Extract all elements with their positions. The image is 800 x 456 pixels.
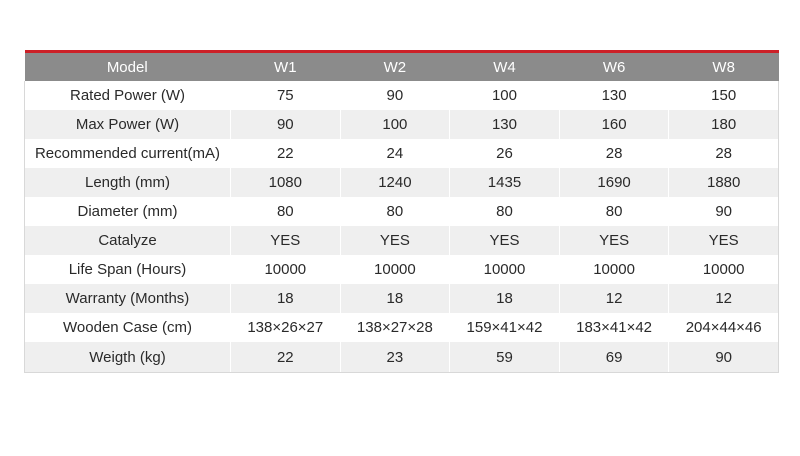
table-cell: 18	[231, 284, 341, 313]
row-label: Length (mm)	[25, 168, 231, 197]
table-row	[25, 284, 779, 313]
table-cell: 10000	[559, 255, 669, 284]
table-cell: 12	[559, 284, 669, 313]
table-cell: 23	[340, 342, 450, 373]
table-cell: 130	[450, 110, 560, 139]
table-row	[25, 168, 779, 197]
table-cell: 69	[559, 342, 669, 373]
table-cell: 138×27×28	[340, 313, 450, 342]
row-label: Diameter (mm)	[25, 197, 231, 226]
table-cell: 10000	[669, 255, 779, 284]
table-cell: 204×44×46	[669, 313, 779, 342]
table-row	[25, 197, 779, 226]
table-cell: 22	[231, 139, 341, 168]
table-row	[25, 226, 779, 255]
table-cell: 100	[340, 110, 450, 139]
row-label: Warranty (Months)	[25, 284, 231, 313]
table-row	[25, 255, 779, 284]
table-row	[25, 110, 779, 139]
table-cell: 80	[340, 197, 450, 226]
table-cell: 130	[559, 81, 669, 110]
table-cell: 10000	[340, 255, 450, 284]
table-cell: YES	[450, 226, 560, 255]
row-label: Wooden Case (cm)	[25, 313, 231, 342]
table-cell: 150	[669, 81, 779, 110]
table-cell: YES	[231, 226, 341, 255]
table-cell: 80	[450, 197, 560, 226]
table-cell: 1080	[231, 168, 341, 197]
table-cell: 18	[340, 284, 450, 313]
table-header-row	[25, 52, 779, 82]
header-cell-w6: W6	[559, 52, 669, 82]
table-cell: 90	[340, 81, 450, 110]
table-cell: 90	[231, 110, 341, 139]
table-cell: 12	[669, 284, 779, 313]
header-cell-model: Model	[25, 52, 231, 82]
table-row	[25, 313, 779, 342]
table-cell: 90	[669, 342, 779, 373]
table-cell: 28	[559, 139, 669, 168]
table-row	[25, 139, 779, 168]
table-cell: 75	[231, 81, 341, 110]
row-label: Catalyze	[25, 226, 231, 255]
table-cell: 22	[231, 342, 341, 373]
row-label: Weigth (kg)	[25, 342, 231, 373]
table-cell: 18	[450, 284, 560, 313]
row-label: Recommended current(mA)	[25, 139, 231, 168]
table-cell: 160	[559, 110, 669, 139]
table-cell: 59	[450, 342, 560, 373]
table-cell: YES	[669, 226, 779, 255]
table-cell: 10000	[231, 255, 341, 284]
table-cell: 26	[450, 139, 560, 168]
header-cell-w1: W1	[231, 52, 341, 82]
table-cell: YES	[340, 226, 450, 255]
row-label: Life Span (Hours)	[25, 255, 231, 284]
table-row	[25, 342, 779, 373]
table-cell: 90	[669, 197, 779, 226]
table-cell: 1880	[669, 168, 779, 197]
spec-table	[24, 50, 779, 373]
table-cell: 1435	[450, 168, 560, 197]
table-cell: 10000	[450, 255, 560, 284]
table-cell: 100	[450, 81, 560, 110]
header-cell-w4: W4	[450, 52, 560, 82]
table-row	[25, 81, 779, 110]
row-label: Max Power (W)	[25, 110, 231, 139]
table-cell: 180	[669, 110, 779, 139]
row-label: Rated Power (W)	[25, 81, 231, 110]
table-cell: 1690	[559, 168, 669, 197]
table-cell: 138×26×27	[231, 313, 341, 342]
header-cell-w2: W2	[340, 52, 450, 82]
header-cell-w8: W8	[669, 52, 779, 82]
table-cell: 80	[231, 197, 341, 226]
table-cell: 80	[559, 197, 669, 226]
table-cell: YES	[559, 226, 669, 255]
table-cell: 183×41×42	[559, 313, 669, 342]
table-cell: 1240	[340, 168, 450, 197]
table-cell: 159×41×42	[450, 313, 560, 342]
table-cell: 28	[669, 139, 779, 168]
table-cell: 24	[340, 139, 450, 168]
